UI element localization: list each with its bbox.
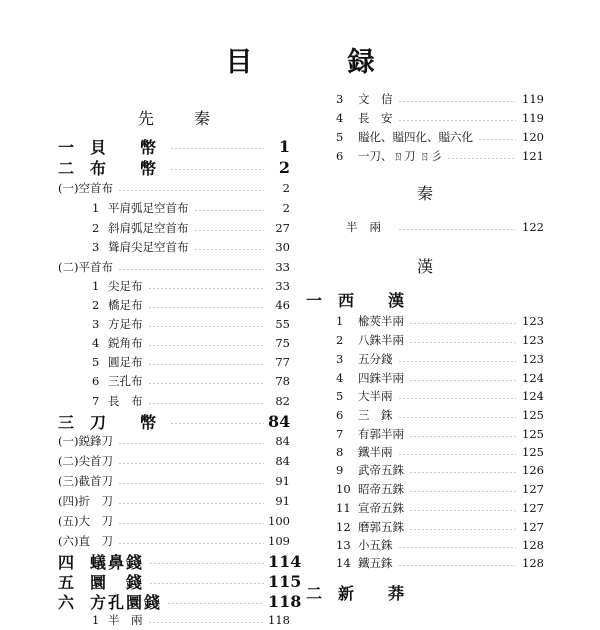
toc-entry-page: 91: [275, 494, 290, 508]
section-heading-qin: 秦: [416, 184, 445, 203]
toc-entry-page: 30: [275, 240, 290, 254]
toc-entry-page: 127: [522, 501, 544, 515]
toc-entry[interactable]: [306, 386, 544, 406]
toc-entry[interactable]: [58, 136, 290, 156]
toc-entry-label: 小五銖: [358, 538, 393, 552]
toc-entry-page: 114: [268, 551, 302, 571]
toc-entry-label: 宣帝五銖: [358, 501, 404, 515]
dot-leader: [148, 622, 265, 623]
toc-entry[interactable]: [58, 471, 290, 491]
toc-entry[interactable]: [306, 582, 544, 602]
toc-entry-label: (一)鋭鋒刀: [58, 434, 113, 448]
toc-entry[interactable]: [58, 431, 290, 451]
toc-entry-label: (二)平首布: [58, 260, 113, 274]
toc-entry-page: 127: [522, 520, 544, 534]
toc-entry-page: 75: [275, 336, 290, 350]
toc-entry-page: 124: [522, 389, 544, 403]
toc-entry-label: (六)直 刀: [58, 534, 113, 548]
dot-leader: [118, 463, 264, 464]
dot-leader: [409, 510, 516, 511]
toc-entry[interactable]: [58, 352, 290, 372]
toc-entry-label: 尖足布: [108, 279, 143, 293]
toc-entry[interactable]: [58, 610, 290, 630]
toc-entry-label: 布 幣: [90, 158, 166, 178]
toc-entry-label: 八銖半兩: [358, 333, 404, 347]
toc-entry-number: 五: [58, 572, 75, 592]
toc-entry-page: 84: [268, 411, 291, 431]
toc-entry[interactable]: [306, 442, 544, 462]
toc-entry-page: 109: [268, 534, 290, 548]
toc-entry-page: 84: [275, 434, 290, 448]
toc-entry-number: 5: [336, 389, 344, 403]
toc-entry-number: 3: [336, 92, 344, 106]
toc-entry[interactable]: [58, 511, 290, 531]
toc-entry-number: 一: [306, 290, 323, 310]
toc-entry-label: 一刀、ㄖ刀 ㄖ彡: [358, 149, 443, 163]
toc-entry-label: (四)折 刀: [58, 494, 113, 508]
toc-entry-page: 55: [275, 317, 290, 331]
toc-entry-page: 123: [522, 333, 544, 347]
toc-entry-page: 46: [275, 298, 290, 312]
toc-entry-label: 鐵五銖: [358, 556, 393, 570]
toc-entry-label: (二)尖首刀: [58, 454, 113, 468]
page-title: 目 録: [225, 47, 409, 78]
toc-entry-page: 118: [268, 613, 290, 627]
toc-entry-number: 六: [58, 592, 75, 612]
dot-leader: [409, 342, 516, 343]
toc-entry-number: 7: [92, 394, 100, 408]
toc-entry-page: 100: [268, 514, 290, 528]
toc-entry[interactable]: [58, 333, 290, 353]
dot-leader: [118, 190, 264, 191]
dot-leader: [409, 491, 516, 492]
toc-entry-label: 昭帝五銖: [358, 482, 404, 496]
toc-entry-page: 33: [275, 260, 290, 274]
toc-entry-label: (三)截首刀: [58, 474, 113, 488]
dot-leader: [447, 158, 516, 159]
dot-leader: [148, 403, 265, 404]
toc-entry[interactable]: [58, 237, 290, 257]
toc-entry-number: 2: [92, 298, 100, 312]
toc-entry[interactable]: [58, 411, 290, 431]
toc-entry-label: 圓足布: [108, 355, 143, 369]
toc-entry[interactable]: [306, 311, 544, 331]
toc-entry-label: 半兩: [346, 220, 393, 234]
toc-entry[interactable]: [306, 405, 544, 425]
toc-entry-page: 82: [275, 394, 290, 408]
toc-entry-number: 11: [336, 501, 351, 515]
dot-leader: [409, 472, 516, 473]
dot-leader: [398, 120, 517, 121]
dot-leader: [194, 230, 265, 231]
toc-entry-label: 有郭半兩: [358, 427, 404, 441]
toc-entry-number: 5: [336, 130, 344, 144]
toc-entry-label: 刀 幣: [90, 412, 166, 432]
section-heading-pre-qin: 先 秦: [137, 109, 222, 128]
section-heading-han: 漢: [416, 257, 445, 276]
toc-entry-number: 12: [336, 520, 351, 534]
dot-leader: [118, 523, 264, 524]
toc-entry[interactable]: [58, 591, 302, 612]
toc-entry[interactable]: [306, 553, 544, 573]
toc-entry-label: 文 信: [358, 92, 393, 106]
toc-entry[interactable]: [306, 535, 544, 555]
toc-entry[interactable]: [58, 531, 290, 551]
toc-entry[interactable]: [306, 479, 544, 499]
toc-entry[interactable]: [58, 157, 290, 177]
toc-entry-label: 大半兩: [358, 389, 393, 403]
toc-entry-number: 5: [92, 355, 100, 369]
toc-entry[interactable]: [306, 498, 544, 518]
toc-entry-label: 四銖半兩: [358, 371, 404, 385]
toc-entry[interactable]: [306, 289, 544, 309]
toc-entry-number: 4: [92, 336, 100, 350]
toc-entry[interactable]: [58, 371, 290, 391]
toc-entry-label: 三 銖: [358, 408, 393, 422]
dot-leader: [398, 398, 517, 399]
toc-entry-number: 2: [92, 221, 100, 235]
toc-entry-label: 斜肩弧足空首布: [108, 221, 189, 235]
toc-entry-number: 二: [306, 583, 323, 603]
toc-entry-page: 128: [522, 556, 544, 570]
toc-entry-number: 6: [92, 374, 100, 388]
toc-entry-label: 長 布: [108, 394, 143, 408]
dot-leader: [148, 383, 265, 384]
toc-entry-page: 33: [275, 279, 290, 293]
toc-entry-page: 2: [278, 157, 290, 177]
toc-entry-number: 1: [92, 201, 100, 215]
toc-entry-label: 聳肩尖足空首布: [108, 240, 189, 254]
dot-leader: [398, 417, 517, 418]
dot-leader: [170, 423, 264, 424]
toc-entry-label: 橋足布: [108, 298, 143, 312]
toc-entry-number: 10: [336, 482, 351, 496]
toc-entry-page: 84: [275, 454, 290, 468]
toc-entry-page: 125: [522, 408, 544, 422]
toc-entry-label: 西 漢: [338, 290, 414, 310]
toc-entry[interactable]: [306, 330, 544, 350]
toc-entry[interactable]: [306, 108, 544, 128]
toc-entry[interactable]: [306, 146, 544, 166]
dot-leader: [148, 364, 265, 365]
toc-entry-number: 8: [336, 445, 344, 459]
toc-entry[interactable]: [58, 198, 290, 218]
toc-entry-page: 125: [522, 445, 544, 459]
toc-entry-label: 貝 幣: [90, 137, 166, 157]
dot-leader: [409, 323, 516, 324]
toc-entry-label: (一)空首布: [58, 181, 113, 195]
dot-leader: [398, 547, 517, 548]
dot-leader: [148, 326, 265, 327]
toc-entry-number: 二: [58, 158, 75, 178]
toc-entry-page: 78: [275, 374, 290, 388]
toc-entry-number: 1: [92, 613, 100, 627]
toc-entry-number: 4: [336, 111, 344, 125]
toc-entry[interactable]: [306, 424, 544, 444]
toc-entry-page: 2: [282, 181, 290, 195]
left-column: [58, 0, 302, 627]
toc-entry-number: 3: [92, 317, 100, 331]
toc-entry-label: 圜 錢: [90, 572, 145, 592]
toc-entry-label: 半 兩: [108, 613, 143, 627]
toc-entry-number: 6: [336, 408, 344, 422]
toc-entry[interactable]: [306, 349, 544, 369]
toc-entry[interactable]: [306, 127, 544, 147]
dot-leader: [409, 380, 516, 381]
toc-entry-number: 3: [336, 352, 344, 366]
toc-entry-number: 2: [336, 333, 344, 347]
toc-entry[interactable]: [58, 276, 290, 296]
dot-leader: [118, 483, 264, 484]
toc-entry-page: 125: [522, 427, 544, 441]
toc-entry-label: 賹化、賹四化、賹六化: [358, 130, 473, 144]
toc-entry[interactable]: [306, 217, 544, 237]
toc-entry-label: 平肩弧足空首布: [108, 201, 189, 215]
dot-leader: [398, 361, 517, 362]
toc-entry-number: 3: [92, 240, 100, 254]
toc-entry[interactable]: [306, 89, 544, 109]
toc-entry[interactable]: [306, 368, 544, 388]
dot-leader: [148, 288, 265, 289]
toc-entry-number: 四: [58, 552, 75, 572]
toc-entry-page: 115: [268, 571, 302, 591]
toc-entry-label: 武帝五銖: [358, 463, 404, 477]
toc-entry[interactable]: [58, 218, 290, 238]
toc-entry-page: 127: [522, 482, 544, 496]
toc-entry-page: 120: [522, 130, 544, 144]
toc-entry-label: 方足布: [108, 317, 143, 331]
toc-entry-label: 楡莢半兩: [358, 314, 404, 328]
toc-entry[interactable]: [58, 571, 302, 592]
dot-leader: [118, 503, 264, 504]
toc-entry-label: 三孔布: [108, 374, 143, 388]
toc-entry-number: 9: [336, 463, 344, 477]
toc-entry-page: 126: [522, 463, 544, 477]
toc-entry-page: 123: [522, 314, 544, 328]
toc-entry-label: 長 安: [358, 111, 393, 125]
toc-entry-number: 一: [58, 137, 75, 157]
toc-entry-number: 三: [58, 412, 75, 432]
toc-entry-page: 124: [522, 371, 544, 385]
toc-entry-label: (五)大 刀: [58, 514, 113, 528]
toc-entry-page: 123: [522, 352, 544, 366]
toc-entry-page: 122: [522, 220, 544, 234]
toc-entry-page: 1: [278, 136, 290, 156]
toc-entry-page: 128: [522, 538, 544, 552]
dot-leader: [398, 229, 516, 230]
dot-leader: [148, 307, 265, 308]
toc-entry-label: 新 莽: [338, 583, 414, 603]
toc-entry[interactable]: [58, 491, 290, 511]
dot-leader: [398, 101, 517, 102]
right-column: [306, 0, 544, 603]
dot-leader: [194, 249, 265, 250]
toc-entry-number: 13: [336, 538, 351, 552]
toc-entry-label: 磨郭五銖: [358, 520, 404, 534]
dot-leader: [167, 603, 264, 604]
toc-entry-number: 1: [336, 314, 344, 328]
dot-leader: [118, 269, 264, 270]
dot-leader: [148, 345, 265, 346]
toc-entry-page: 119: [522, 111, 544, 125]
toc-entry-page: 27: [275, 221, 290, 235]
toc-entry-number: 1: [92, 279, 100, 293]
dot-leader: [118, 543, 264, 544]
toc-entry-label: 五分錢: [358, 352, 393, 366]
toc-entry[interactable]: [58, 178, 290, 198]
toc-entry[interactable]: [58, 391, 290, 411]
toc-entry-page: 77: [275, 355, 290, 369]
toc-entry-number: 4: [336, 371, 344, 385]
dot-leader: [398, 454, 517, 455]
toc-entry-page: 91: [275, 474, 290, 488]
toc-entry[interactable]: [306, 517, 544, 537]
toc-entry[interactable]: [58, 551, 302, 572]
toc-entry[interactable]: [306, 460, 544, 480]
dot-leader: [409, 529, 516, 530]
dot-leader: [149, 583, 264, 584]
toc-entry-label: 鋭角布: [108, 336, 143, 350]
toc-entry-page: 121: [522, 149, 544, 163]
toc-entry[interactable]: [58, 257, 290, 277]
dot-leader: [170, 148, 264, 149]
dot-leader: [170, 169, 264, 170]
toc-entry[interactable]: [58, 295, 290, 315]
dot-leader: [118, 443, 264, 444]
toc-entry-number: 7: [336, 427, 344, 441]
toc-entry-label: 蟻鼻錢: [90, 552, 145, 572]
dot-leader: [194, 210, 265, 211]
toc-entry[interactable]: [58, 314, 290, 334]
toc-entry-label: 方孔圜錢: [90, 592, 163, 612]
toc-entry-number: 6: [336, 149, 344, 163]
toc-entry-page: 118: [268, 591, 302, 611]
dot-leader: [149, 563, 264, 564]
toc-entry-page: 2: [282, 201, 290, 215]
dot-leader: [478, 139, 516, 140]
toc-entry-label: 鐵半兩: [358, 445, 393, 459]
toc-entry[interactable]: [58, 451, 290, 471]
toc-entry-number: 14: [336, 556, 351, 570]
dot-leader: [398, 565, 517, 566]
dot-leader: [409, 436, 516, 437]
toc-entry-page: 119: [522, 92, 544, 106]
